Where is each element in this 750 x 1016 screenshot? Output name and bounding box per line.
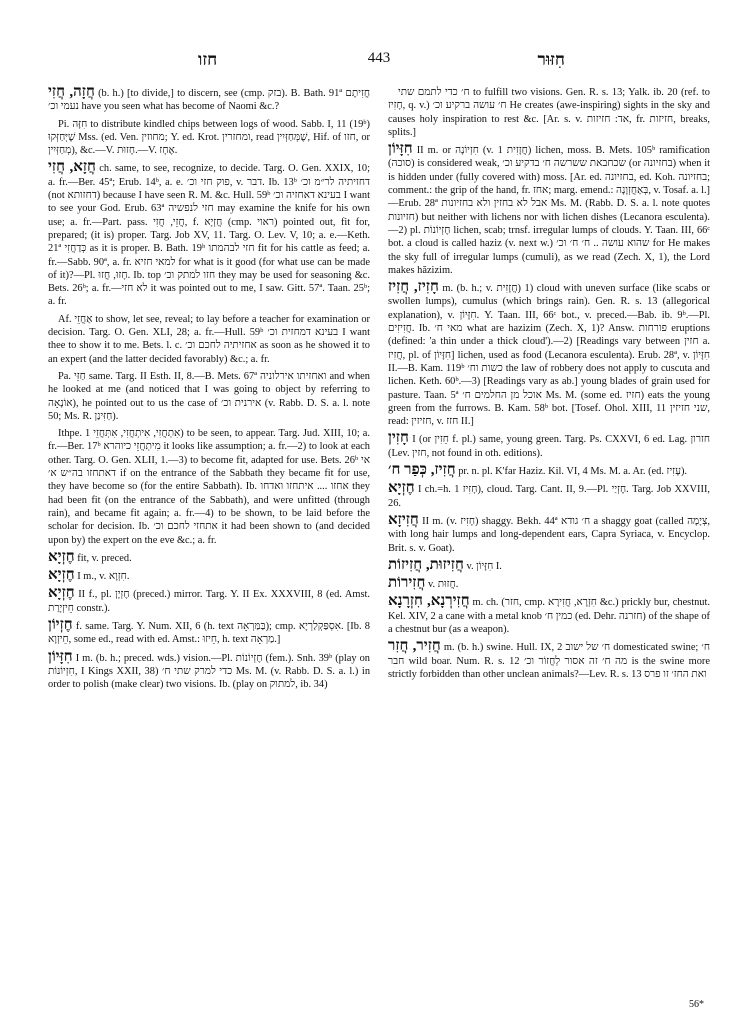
entry-text: m. (b. h.; v. חֲזָזִית) 1) cloud with uneven surface (like scabs or swollen lumps), cumulus (which brings rain). Gen. R. s. 13 (allegorical explanation), v. חִזָּיוֹן. Y. Taan. III, 66ᶜ bot., v. preced.—Bab. ib. 9ᵇ.—Pl. חֲזִיזִים. Ib. מאי ח׳ what are hazizim (Zech. X, 1)? Answ. פורחות eruptions (defined: 'a thin under a thick cloud').—2) [Readings vary between חזין a. חֲזִיז, pl. of חִזָּיוֹן] lichen, used as food (Lecanora esculenta). Erub. 28ª, v. חִזָּיוֹן II.—B. Kam. 119ᵇ כשות וח׳ the law of robbery does not apply to cuscuta and lichen. Keth. 60ᵇ.—3) [Readings vary as ab.] young blades of grain used for pasture. Taan. 5ª אוכל מן החלמים ח׳ Ms. M. (some ed. חזיז) eats the young green from the furrows. B. Kam. 58ᵇ bot. [Tosef. Ohol. XIII, 11 שני חזיזין, read: חזיזין, v. חזז II.] bbox=[388, 283, 710, 428]
entry-headword: חֲזִיר, חֲזִר bbox=[388, 638, 441, 655]
dictionary-entry bbox=[388, 556, 710, 573]
entry-text: v. חִזָּיוֹן I. bbox=[466, 560, 502, 572]
entry-text: Pi. חִזָּה to distribute kindled chips between logs of wood. Sabb. I, 11 (19ᵇ) שֶׁיְּחַזְּקוּ Mss. (ed. Ven. מחוזין; Y. ed. Krot. ומחזרין, read שֶׁמְּחַזְּיִין, Hif. of חזו, or מְחַזְּיִין), &c.—V. חָזוּת.—V. אֶחָז. bbox=[48, 118, 370, 157]
entry-text: v. חֲזוּת. bbox=[427, 579, 459, 591]
dictionary-entry bbox=[48, 313, 370, 366]
entry-text: (b. h.) [to divide,] to discern, see (cmp. בזק). B. Bath. 91ª חֲזִיתֶם נעמי וכ׳ have you seen what has become of Naomi &c.? bbox=[48, 88, 370, 113]
entry-text: I m. (b. h.; preced. wds.) vision.—Pl. חֶזְיוֹנוֹת (fem.). Snh. 39ᵇ (play on חִזְיוֹנוֹת, I Kings XXII, 38) כדי למרק שתי ח׳ Ms. M. (v. Rabb. D. S. a. l.) in order to polish (make clear) two visions. Ib. (play on למתוק, ib. 34) bbox=[48, 652, 370, 691]
entry-text: I m., v. חִזְוָא. bbox=[77, 571, 130, 583]
dictionary-entry bbox=[48, 548, 370, 565]
dictionary-entry bbox=[388, 482, 710, 510]
entry-text: m. (b. h.) swine. Hull. IX, 2 ח׳ של ישוב domesticated swine; ח׳ חבר wild boar. Num. R. s. 12 מה ח׳ זה אסור לְחֲזוֹר וכ׳ is the swine more strictly forbidden than other unclean animals?—Lev. R. s. 13 ואת החז׳ זו פרס bbox=[388, 642, 710, 680]
entry-text: I (or חֵזִין f. pl.) same, young green. Targ. Ps. CXXVI, 6 ed. Lag. חזרון (Lev. חזין, not found in oth. editions). bbox=[388, 434, 710, 459]
dictionary-entry bbox=[388, 640, 710, 681]
entry-text: f. same. Targ. Y. Num. XII, 6 (h. text בַּמַּרְאָה); cmp. אִסְפַּקְלַרְיָא. [Ib. 8 חֵיזְוָא, some ed., read with ed. Amst.: חֵיזוּ, h. text מַרְאָה.] bbox=[48, 620, 370, 646]
entry-headword: חֲזִיזָא bbox=[388, 511, 419, 528]
page-header bbox=[48, 50, 710, 72]
entry-headword: חֶזְיוֹן bbox=[48, 616, 73, 633]
dictionary-entry bbox=[48, 86, 370, 114]
entry-text: pr. n. pl. K'far Haziz. Kil. VI, 4 Ms. M. a. Ar. (ed. עָזִיז). bbox=[458, 466, 688, 478]
entry-text: Ithpe. אִתְחֲזִי, אִיתְחֲזִי, אִתְּחֲזֵי 1) to be seen, to appear. Targ. Jud. XIII, 10; a. fr.—Ber. 17ᵇ מִיתְחֲזֵי כיוהרא it looks like assumption; a. fr.—2) to look at each other. Targ. O. Gen. XLII, 1.—3) to become fit, adapted for use. Bets. 26ᵇ אי דאתחזו בה״ש א׳ if on the entrance of the Sabbath they became fit for use, they have become so (for the entire Sabbath). Ib. אחזו .... איתחזו ואדחו they had been fit (on the entrance of the Sabbath), and were unfitted (through rain), and became fit again; a. fr.—4) to be shown, to be laid before the scholar for decision. Ib. אתחזי לחכם וכ׳ it had been shown to (and decided upon by) the expert on the eve &c.; a. fr. bbox=[48, 428, 370, 546]
entry-headword: חֶזְיָא bbox=[388, 480, 415, 497]
entry-headword: חֲזִירְנָא, חִזְרָנָא bbox=[388, 593, 470, 610]
entry-headword: חֶזְיָא bbox=[48, 567, 75, 584]
dictionary-entry bbox=[388, 464, 710, 478]
dictionary-entry bbox=[388, 577, 710, 591]
dictionary-entry bbox=[388, 432, 710, 460]
entry-headword: חֶזְיָא bbox=[48, 585, 75, 602]
entry-headword: חֲזִירוֹת bbox=[388, 575, 426, 592]
dictionary-entry bbox=[48, 370, 370, 423]
dictionary-entry bbox=[388, 86, 710, 139]
header-left-word: חזו bbox=[198, 50, 218, 69]
columns bbox=[48, 86, 710, 998]
entry-text: ch. same, to see, recognize, to decide. Targ. O. Gen. XXIX, 10; a. fr.—Ber. 45ª; Erub. 14ᵇ, a. e. פוק חזי וכ׳, v. דבר. Ib. 13ᵇ דחזיתיה לר״מ וכ׳ (not דחזותא) because I have seen R. M. &c. Hull. 59ᵇ בעינא דאחזיה וכ׳ I want to see your God. Erub. 63ª חזי לנפשיה may examine the knife for his own use; a. fr.—Part. pass. חֲזֵי, חֲזִי, f. חֲזְיָא (cmp. ראוי) pointed out, fit for, prepared; (it is) proper. Targ. Job XV, 11. Targ. O. Lev. V, 10; a. e.—Keth. 21ª כְּדַחֲזִי as it is proper. B. Bath. 19ᵇ חזי לבהמתו fit for his cattle as feed; a. fr.—Sabb. 90ª, a. fr. למאי חזיא for what is it good (for what use can be made of it)?—Pl. חָזוּ, חֲזוּ. Ib. top חזו למתק וכ׳ they may be used for seasoning &c. Bets. 26ᵇ; a. fr.—לא חזי it was pointed out to me, I saw. Gitt. 57ª. Taan. 25ᵇ; a. fr. bbox=[48, 163, 370, 308]
entry-text: Af. אַחֲזֵי to show, let see, reveal; to lay before a teacher for examination or decision. Targ. O. Gen. XLI, 28; a. fr.—Hull. 59ᵇ בעינא דמחזית וכ׳ I want thee to show it to me. Bets. l. c. אחזיתיה לחכם וכ׳ as soon as he showed it to an expert (and the latter decided favorably) &c.; a. fr. bbox=[48, 313, 370, 365]
dictionary-entry bbox=[388, 281, 710, 428]
entry-headword: חֲזִיזוּת, חֲזִיזוֹת bbox=[388, 556, 464, 573]
entry-headword: חֲזִיז, כְּפַר ח׳ bbox=[388, 462, 456, 479]
dictionary-entry bbox=[48, 118, 370, 158]
dictionary-entry bbox=[388, 143, 710, 277]
dictionary-entry bbox=[48, 616, 370, 647]
entry-text: II f., pl. חֶזְיָן (preced.) mirror. Targ. Y. II Ex. XXXVIII, 8 (ed. Amst. חֵיזְיָרַת constr.). bbox=[48, 589, 370, 614]
dictionary-entry bbox=[388, 511, 710, 555]
entry-text: II m. (v. חָזִיז) shaggy. Bekh. 44ª ח׳ גודא a shaggy goat (called צְיָמָה, with long hair lumps and long-dependent ears, Capra Syriaca, v. Encyclop. Brit. s. v. Goat). bbox=[388, 515, 710, 554]
entry-text: Pa. חַזֵּי same. Targ. II Esth. II, 8.—B. Mets. 67ª ואחזיתו אירלוניה and when he looked at me (and noticed that I was going to object by referring to אוֹנָאָה), he pointed out to us the case of אירנית וכ׳ (v. Rabb. D. S. a. l. note 50; Ms. R. חַזִּינַן). bbox=[48, 370, 370, 422]
entry-text: II m. or חִזְיוֹנָה (v. חֲזָזִית 1) lichen, moss. B. Mets. 105ᵇ ramification (סוכה) is considered weak, שכחבאת ששרשה ח׳ בדקיע וכ׳ (or בחזיונה) when it is hidden under (fully covered with) moss. [Ar. ed. בחזיונה, ed. Koh. בחזיונה; comment.: the grip of the hand, fr. אחז; marg. emend.: בְּאַחֲזְוָנָה, v. Tosaf. a. l.]—Erub. 28ª אבל לא בחזין ולא בחזיונות Ms. M. (Rabb. D. S. a. l. note quotes חזיונות) but neither with lichens nor with lichen dishes (Lecanora esculenta).—2) pl. חֶזְיוֹנוֹת lichen, scab; trnsf. irregular lumps of clouds. Y. Taan. III, 66ᶜ bot. a cloud is called haziz (v. next w.) שהוא עושה .. ח׳ ח׳ וכ׳ for He makes the sky full of irregular lumps (cumuli), as we read (Zech. X, 1), the Lord makes hăzizim. bbox=[388, 145, 710, 276]
signature-mark: 56* bbox=[689, 999, 704, 1010]
entry-headword: חִזָּיוֹן bbox=[48, 648, 73, 665]
dictionary-entry bbox=[48, 161, 370, 308]
entry-text: fit, v. preced. bbox=[77, 552, 132, 564]
entry-text: m. ch. (חזר, cmp. חִזְרָא, חֲזִירָא &c.) prickly bur, chestnut. Kel. XIV, 2 a cane with a metal knob כמין ח׳ (ed. Dehr. חזרנה) of the shape of a chestnut bur (as a weapon). bbox=[388, 597, 710, 635]
dictionary-entry bbox=[48, 427, 370, 547]
entry-headword: חֶזְיָא bbox=[48, 548, 75, 565]
header-right-word: חִזּוּר bbox=[537, 50, 565, 69]
dictionary-entry bbox=[388, 595, 710, 636]
page-number: 443 bbox=[367, 50, 391, 66]
entry-headword: חֲזָה, חֲזִי bbox=[48, 86, 95, 100]
entry-headword: חֲזָא, חֲזִי bbox=[48, 159, 96, 176]
right-column bbox=[388, 86, 710, 998]
dictionary-entry bbox=[48, 569, 370, 583]
entry-headword: חָזִיז, חֲזִיז bbox=[388, 279, 439, 296]
entry-headword: חָזִין bbox=[388, 430, 409, 447]
left-column bbox=[48, 86, 370, 998]
entry-text: ח׳ כדי לתמם שתי to fulfill two visions. Gen. R. s. 13; Yalk. ib. 20 (ref. to חָזִיז, q. v.) ח׳ עושה ברקיע וכ׳ He creates (awe-inspiring) sights in the sky and causes holy inspiration to rest &c. [Ar. s. v. אד: חזיזות, fr. חזיזות, breaks, splits.] bbox=[388, 87, 710, 138]
entry-headword: חִזָּיוֹן bbox=[388, 141, 413, 158]
dictionary-entry bbox=[48, 587, 370, 615]
entry-text: I ch.=h. חָזִיז 1), cloud. Targ. Cant. II, 9.—Pl. חֶזְיַי. Targ. Job XXVIII, 26. bbox=[388, 484, 710, 509]
dictionary-entry bbox=[48, 648, 370, 692]
